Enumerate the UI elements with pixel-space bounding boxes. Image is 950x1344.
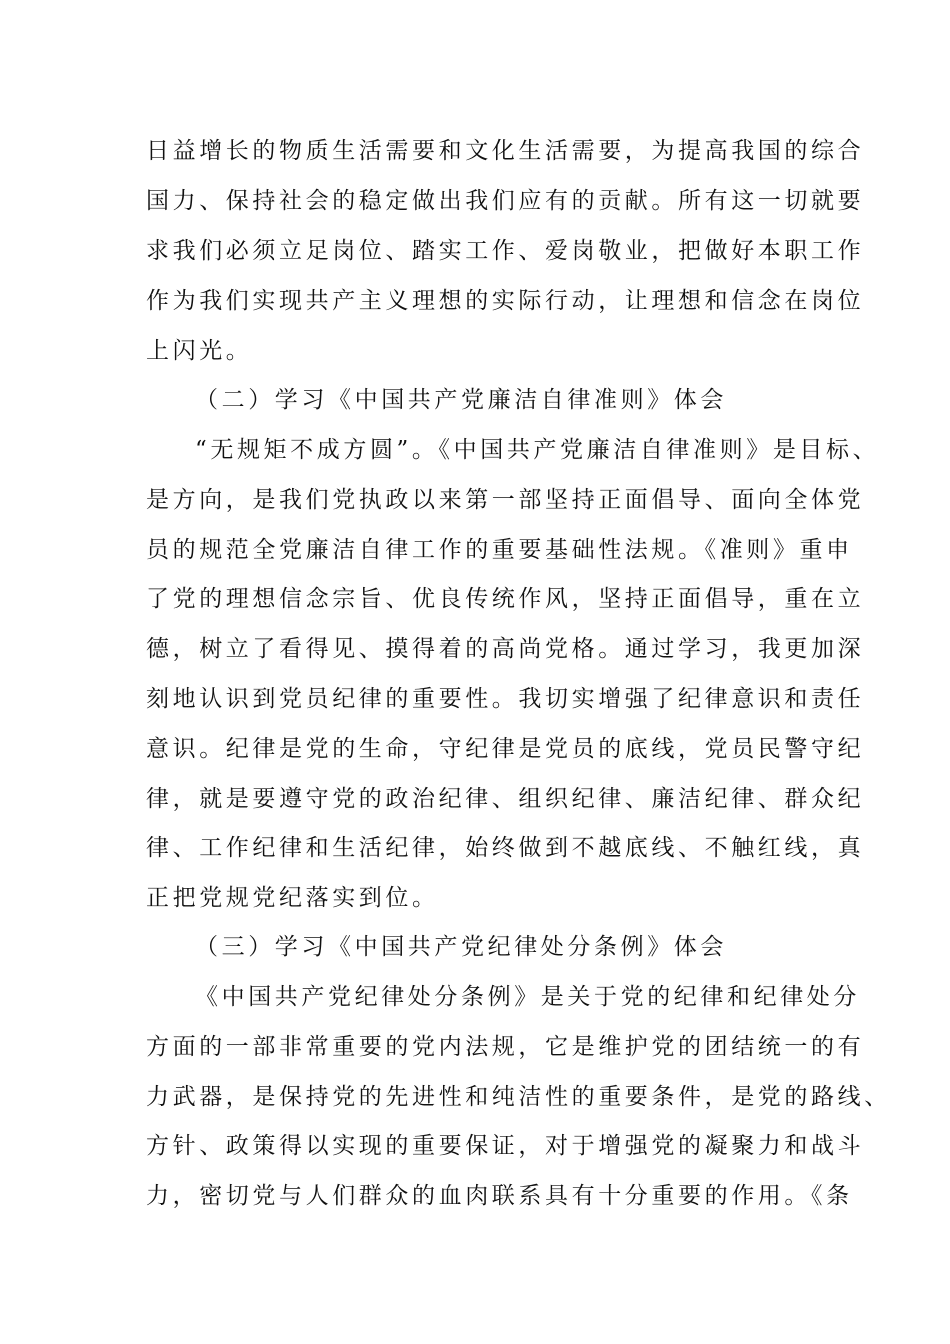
text-line: 正把党规党纪落实到位。	[146, 885, 439, 911]
paragraph-first-line: “无规矩不成方圆”。《中国共产党廉洁自律准则》是目标、	[195, 437, 880, 463]
text-line: 作为我们实现共产主义理想的实际行动，让理想和信念在岗位	[146, 288, 865, 314]
section-heading: （三）学习《中国共产党纪律处分条例》体会	[195, 934, 727, 960]
text-line: 刻地认识到党员纪律的重要性。我切实增强了纪律意识和责任	[146, 686, 865, 712]
text-line: 求我们必须立足岗位、踏实工作、爱岗敬业，把做好本职工作	[146, 238, 865, 264]
section-heading: （二）学习《中国共产党廉洁自律准则》体会	[195, 387, 727, 413]
text-line: 律，就是要遵守党的政治纪律、组织纪律、廉洁纪律、群众纪	[146, 786, 865, 812]
text-line: 力，密切党与人们群众的血肉联系具有十分重要的作用。《条	[146, 1183, 853, 1209]
text-line: 方针、政策得以实现的重要保证，对于增强党的凝聚力和战斗	[146, 1133, 865, 1159]
text-line: 力武器，是保持党的先进性和纯洁性的重要条件，是党的路线、	[146, 1084, 891, 1110]
paragraph-first-line: 《中国共产党纪律处分条例》是关于党的纪律和纪律处分	[195, 984, 860, 1010]
text-line: 方面的一部非常重要的党内法规，它是维护党的团结统一的有	[146, 1034, 865, 1060]
text-line: 了党的理想信念宗旨、优良传统作风，坚持正面倡导，重在立	[146, 586, 865, 612]
text-line: 日益增长的物质生活需要和文化生活需要，为提高我国的综合	[146, 138, 865, 164]
text-line: 员的规范全党廉洁自律工作的重要基础性法规。《准则》重申	[146, 537, 853, 563]
text-line: 德，树立了看得见、摸得着的高尚党格。通过学习，我更加深	[146, 636, 865, 662]
text-line: 上闪光。	[146, 338, 253, 364]
text-line: 是方向，是我们党执政以来第一部坚持正面倡导、面向全体党	[146, 487, 865, 513]
text-line: 意识。纪律是党的生命，守纪律是党员的底线，党员民警守纪	[146, 736, 865, 762]
text-line: 国力、保持社会的稳定做出我们应有的贡献。所有这一切就要	[146, 188, 865, 214]
text-line: 律、工作纪律和生活纪律，始终做到不越底线、不触红线，真	[146, 835, 865, 861]
